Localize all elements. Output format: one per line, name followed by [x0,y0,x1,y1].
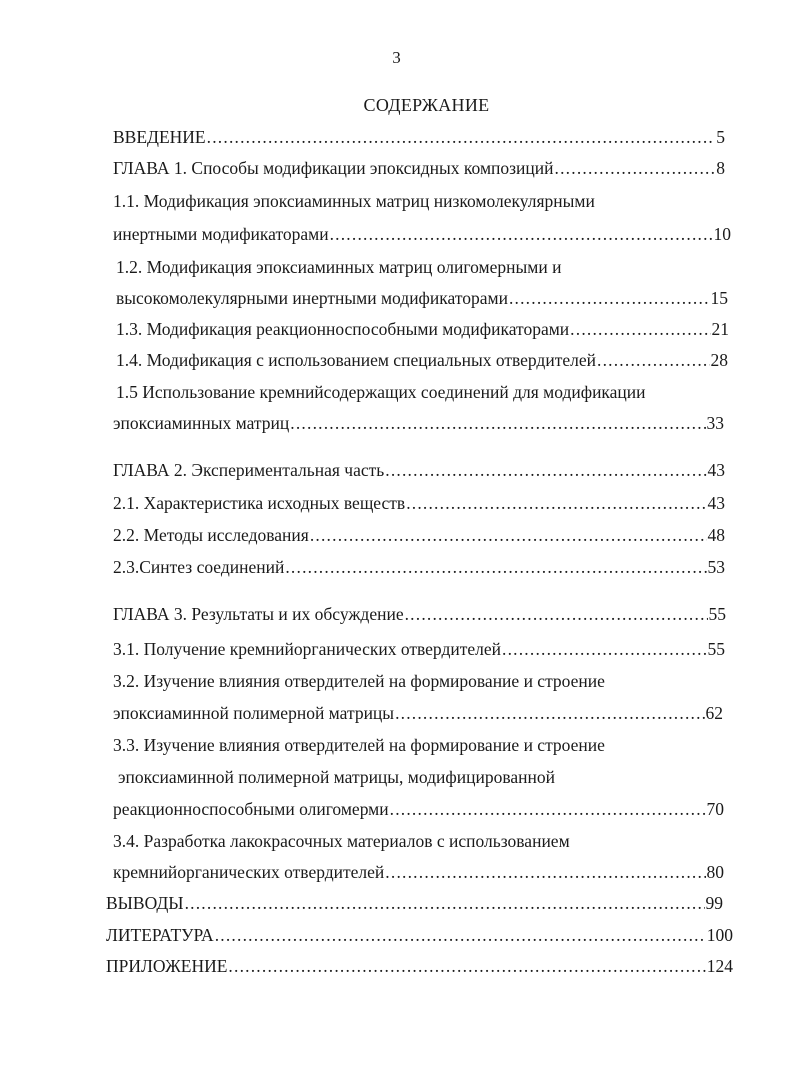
toc-entry-1-1-line2 [113,222,731,246]
toc-entry-1-4 [116,348,728,372]
toc-entry-2-2 [113,523,725,547]
toc-entry-3-1 [113,637,725,661]
toc-entry-text: 3.1. Получение кремнийорганических отвердителей [113,639,501,659]
toc-entry-text: ВЫВОДЫ [106,893,184,913]
toc-entry-text: ПРИЛОЖЕНИЕ [106,956,228,976]
toc-entry-text: 3.2. Изучение влияния отвердителей на формирование и строение [113,671,605,691]
toc-entry-references [106,923,733,947]
toc-entry-chapter-1 [113,156,725,180]
toc-entry-3-4-line2 [113,860,724,884]
toc-title: СОДЕРЖАНИЕ [363,95,490,115]
toc-entry-page: 15 [710,288,728,308]
leader-dots [309,523,707,547]
toc-entry-1-3 [116,317,729,341]
leader-dots [214,923,706,947]
toc-entry-page: 8 [716,158,725,178]
leader-dots [284,555,706,579]
toc-entry-text: 2.1. Характеристика исходных веществ [113,493,406,513]
toc-entry-text: ГЛАВА 3. Результаты и их обсуждение [113,604,404,624]
toc-entry-text: 3.4. Разработка лакокрасочных материалов с использованием [113,831,570,851]
toc-entry-page: 43 [707,460,725,480]
leader-dots [569,317,710,341]
toc-entry-page: 62 [705,703,723,723]
toc-entry-text: эпоксиаминной полимерной матрицы, модифицированной [118,767,555,787]
toc-entry-3-2-line1 [113,669,725,693]
toc-entry-page: 5 [716,127,725,147]
toc-entry-chapter-2 [113,458,725,482]
toc-entry-text: ВВЕДЕНИЕ [113,127,206,147]
toc-entry-page: 10 [713,224,731,244]
toc-entry-1-2-line2 [116,286,728,310]
leader-dots [184,891,705,915]
toc-entry-3-3-line2 [118,765,718,789]
toc-entry-text: инертными модификаторами [113,224,329,244]
toc-entry-3-3-line3 [113,797,724,821]
leader-dots [596,348,710,372]
leader-dots [501,637,707,661]
toc-entry-text: 1.2. Модификация эпоксиаминных матриц олигомерными и [116,257,562,277]
toc-entry-page: 33 [706,413,724,433]
toc-entry-text: 1.3. Модификация реакционноспособными модификаторами [116,319,570,339]
toc-entry-page: 48 [707,525,725,545]
leader-dots [404,602,708,626]
toc-entry-1-2-line1 [116,255,728,279]
leader-dots [394,701,704,725]
toc-entry-page: 28 [710,350,728,370]
leader-dots [384,458,706,482]
toc-entry-page: 53 [707,557,725,577]
toc-entry-page: 21 [711,319,729,339]
toc-entry-page: 43 [707,493,725,513]
toc-entry-1-5-line1 [116,380,728,404]
toc-entry-text: ГЛАВА 2. Экспериментальная часть [113,460,385,480]
toc-entry-text: 2.3.Синтез соединений [113,557,285,577]
toc-entry-appendix [106,954,733,978]
toc-entry-text: эпоксиаминных матриц [113,413,290,433]
toc-entry-page: 100 [706,925,733,945]
toc-entry-page: 99 [705,893,723,913]
toc-entry-page: 55 [707,639,725,659]
toc-entry-3-2-line2 [113,701,723,725]
toc-entry-page: 80 [706,862,724,882]
toc-entry-introduction [113,125,725,149]
leader-dots [289,411,705,435]
toc-entry-text: кремнийорганических отвердителей [113,862,385,882]
toc-entry-2-3 [113,555,725,579]
toc-entry-1-1-line1 [113,189,725,213]
page-number: 3 [392,48,401,67]
leader-dots [554,156,716,180]
toc-entry-text: 1.5 Использование кремнийсодержащих соединений для модификации [116,382,646,402]
toc-entry-text: ГЛАВА 1. Способы модификации эпоксидных композиций [113,158,554,178]
toc-entry-page: 55 [708,604,726,624]
toc-entry-2-1 [113,491,725,515]
toc-entry-page: 124 [706,956,733,976]
leader-dots [206,125,716,149]
leader-dots [329,222,713,246]
toc-entry-text: высокомолекулярными инертными модификаторами [116,288,508,308]
toc-entry-text: ЛИТЕРАТУРА [106,925,214,945]
toc-entry-3-4-line1 [113,829,725,853]
leader-dots [227,954,705,978]
toc-entry-page: 70 [706,799,724,819]
leader-dots [405,491,706,515]
toc-entry-text: 1.1. Модификация эпоксиаминных матриц низкомолекулярными [113,191,595,211]
toc-entry-text: 1.4. Модификация с использованием специальных отвердителей [116,350,596,370]
toc-entry-3-3-line1 [113,733,725,757]
leader-dots [384,860,705,884]
toc-entry-1-5-line2 [113,411,724,435]
leader-dots [389,797,706,821]
leader-dots [508,286,710,310]
toc-entry-text: 2.2. Методы исследования [113,525,309,545]
toc-entry-chapter-3 [113,602,726,626]
toc-entry-text: эпоксиаминной полимерной матрицы [113,703,395,723]
toc-entry-text: реакционноспособными олигомерми [113,799,389,819]
toc-entry-conclusions [106,891,723,915]
toc-entry-text: 3.3. Изучение влияния отвердителей на формирование и строение [113,735,605,755]
